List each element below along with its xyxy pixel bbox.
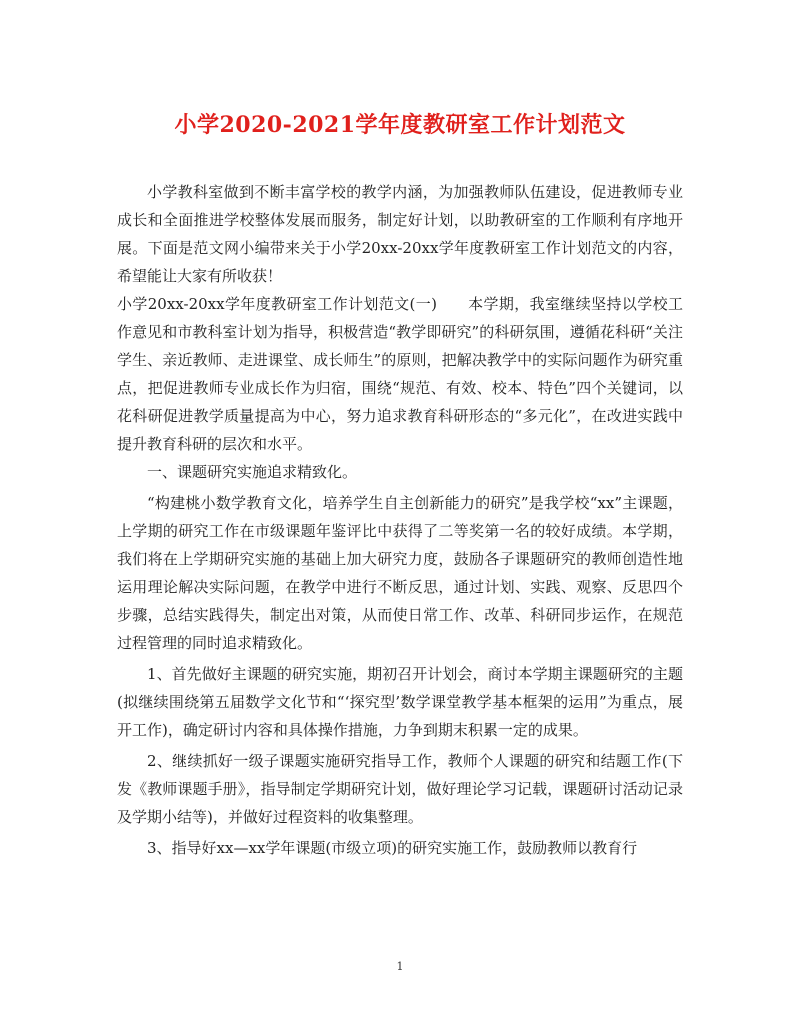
section-heading-one: 一、课题研究实施追求精致化。 [147, 463, 358, 481]
page-number: 1 [396, 960, 404, 973]
document-title: 小学2020-2021学年度教研室工作计划范文 [174, 112, 626, 138]
item-one-paragraph: 1、首先做好主课题的研究实施，期初召开计划会，商讨本学期主课题研究的主题(拟继续围绕第五届数学文化节和“‘探究型’数学课堂教学基本框架的运用”为重点，展开工作)，确定研讨内容和具体操作措施，力争到期末积累一定的成果。 [117, 665, 683, 739]
intro-paragraph: 小学教科室做到不断丰富学校的教学内涵，为加强教师队伍建设，促进教师专业成长和全面推进学校整体发展而服务，制定好计划，以助教研室的工作顺利有序地开展。下面是范文网小编带来关于小学20xx-20xx学年度教研室工作计划范文的内容，希望能让大家有所收获！ [117, 183, 683, 285]
main-topic-paragraph: “构建桃小数学教育文化，培养学生自主创新能力的研究”是我学校“xx”主课题，上学期的研究工作在市级课题年鉴评比中获得了二等奖第一名的较好成绩。本学期，我们将在上学期研究实施的基础上加大研究力度，鼓励各子课题研究的教师创造性地运用理论解决实际问题，在教学中进行不断反思，通过计划、实践、观察、反思四个步骤，总结实践得失，制定出对策，从而使日常工作、改革、科研同步运作，在规范过程管理的同时追求精致化。 [117, 494, 683, 652]
document-body [117, 178, 683, 862]
plan-one-paragraph: 小学20xx-20xx学年度教研室工作计划范文(一) 本学期，我室继续坚持以学校工作意见和市教科室计划为指导，积极营造“教学即研究”的科研氛围，遵循花科研“关注学生、亲近教师、走进课堂、成长师生”的原则，把解决教学中的实际问题作为研究重点，把促进教师专业成长作为归宿，围绕“规范、有效、校本、特色”四个关键词，以花科研促进教学质量提高为中心，努力追求教育科研形态的“多元化”，在改进实践中提升教育科研的层次和水平。 [117, 295, 683, 453]
item-two-paragraph: 2、继续抓好一级子课题实施研究指导工作，教师个人课题的研究和结题工作(下发《教师课题手册》，指导制定学期研究计划，做好理论学习记载，课题研讨活动记录及学期小结等)，并做好过程资料的收集整理。 [117, 752, 683, 826]
item-three-paragraph: 3、指导好xx—xx学年课题(市级立项)的研究实施工作，鼓励教师以教育行 [147, 839, 638, 857]
